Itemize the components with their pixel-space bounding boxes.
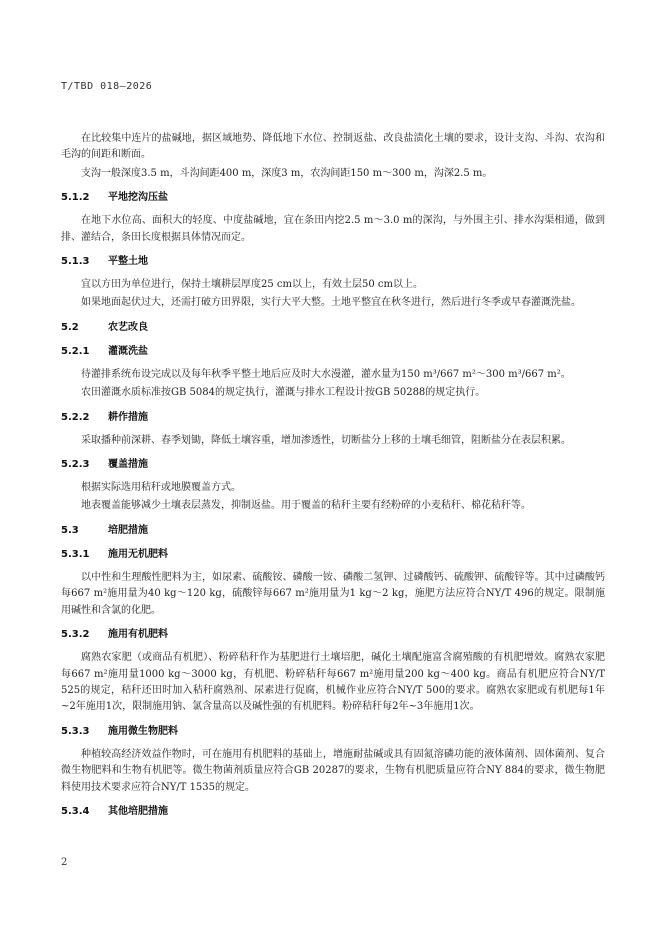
document-code-header: T/TBD 018—2026 <box>61 81 153 92</box>
body-paragraph: 如果地面起伏过大，还需打破方田界限，实行大平大整。土地平整宜在秋冬进行，然后进行冬季或早春灌溉洗盐。 <box>81 297 581 309</box>
section-number: 5.2 <box>61 321 79 333</box>
section-number: 5.2.3 <box>61 459 90 471</box>
body-paragraph: 待灌排系统布设完成以及每年秋季平整土地后应及时大水漫灌，灌水量为150 m³/667 m²～300 m³/667 m²。 <box>81 368 571 380</box>
section-number: 5.2.2 <box>61 411 90 423</box>
body-paragraph: 腐熟农家肥（或商品有机肥）、粉碎秸秆作为基肥进行土壤培肥，碱化土壤配施富含腐殖酸的有机肥增效。腐熟农家肥每667 m²施用量1000 kg～3000 kg，有机肥、粉碎秸秆每667 m²施用量200 kg～400 kg。商品有机肥应符合NY/T 525的规定，秸秆还田时加入秸秆腐熟剂、尿素进行促腐，机械作业应符合NY/T 500的要求。腐熟农家肥或有机肥每1年~2年施用1次，限制施用钠、氯含量高以及碱性强的有机肥料。粉碎秸秆每2年~3年施用1次。 <box>61 652 605 713</box>
section-number: 5.3.3 <box>61 725 90 737</box>
body-paragraph: 农田灌溉水质标准按GB 5084的规定执行，灌溉与排水工程设计按GB 50288的规定执行。 <box>81 387 486 399</box>
section-title: 施用无机肥料 <box>107 548 168 560</box>
body-paragraph: 在地下水位高、面积大的轻度、中度盐碱地，宜在条田内挖2.5 m～3.0 m的深沟，与外围主引、排水沟渠相通，做到排、灌结合，条田长度根据具体情况而定。 <box>61 215 605 243</box>
section-heading <box>61 627 605 643</box>
section-title: 平地挖沟压盐 <box>107 192 168 204</box>
section-heading <box>61 344 605 360</box>
body-paragraph: 根据实际选用秸秆或地膜覆盖方式。 <box>81 482 241 494</box>
section-number: 5.3.1 <box>61 548 90 560</box>
section-title: 其他培肥措施 <box>107 805 168 817</box>
section-title: 耕作措施 <box>107 411 148 423</box>
body-paragraph: 在比较集中连片的盐碱地，据区域地势、降低地下水位、控制返盐、改良盐渍化土壤的要求，设计支沟、斗沟、农沟和毛沟的间距和断面。 <box>61 133 605 161</box>
section-heading <box>61 523 605 539</box>
section-number: 5.1.3 <box>61 256 90 268</box>
section-heading <box>61 724 605 740</box>
body-paragraph: 种植较高经济效益作物时，可在施用有机肥料的基础上，增施耐盐碱或具有固氮溶磷功能的液体菌剂、固体菌剂、复合微生物肥料和生物有机肥等。微生物菌剂质量应符合GB 20287的要求，生物有机肥质量应符合NY 884的要求，微生物肥料使用技术要求应符合NY/T 1535的规定。 <box>61 748 605 793</box>
section-number: 5.3.4 <box>61 805 90 817</box>
body-paragraph: 以中性和生理酸性肥料为主，如尿素、硫酸铵、磷酸一铵、磷酸二氢钾、过磷酸钙、硫酸钾、硫酸锌等。其中过磷酸钙每667 m²施用量为40 kg～120 kg，硫酸锌每667 m²施用量为1 kg～2 kg，施肥方法应符合NY/T 496的规定。限制施用碱性和含氯的化肥。 <box>61 571 605 616</box>
section-heading <box>61 190 605 206</box>
section-title: 覆盖措施 <box>107 459 148 471</box>
body-paragraph: 宜以方田为单位进行，保持土壤耕层厚度25 cm以上，有效土层50 cm以上。 <box>81 279 423 291</box>
body-paragraph: 支沟一般深度3.5 m，斗沟间距400 m，深度3 m，农沟间距150 m～300 m，沟深2.5 m。 <box>81 167 493 179</box>
section-number: 5.2.1 <box>61 345 90 357</box>
document-body <box>61 131 605 827</box>
section-title: 施用有机肥料 <box>107 629 168 641</box>
body-paragraph: 采取播种前深耕、春季划锄，降低土壤容重，增加渗透性，切断盐分上移的土壤毛细管，阻断盐分在表层积累。 <box>81 434 571 446</box>
section-title: 施用微生物肥料 <box>107 725 178 737</box>
section-heading <box>61 410 605 426</box>
section-heading <box>61 457 605 473</box>
section-title: 农艺改良 <box>107 321 148 333</box>
section-number: 5.1.2 <box>61 192 90 204</box>
section-title: 培肥措施 <box>107 524 148 536</box>
section-title: 灌溉洗盐 <box>107 345 148 357</box>
body-paragraph: 地表覆盖能够减少土壤表层蒸发，抑制返盐。用于覆盖的秸秆主要有经粉碎的小麦秸秆、棉花秸秆等。 <box>81 500 531 512</box>
section-number: 5.3 <box>61 524 79 536</box>
section-heading <box>61 547 605 563</box>
section-heading <box>61 804 605 820</box>
section-heading <box>61 254 605 270</box>
section-heading <box>61 320 605 336</box>
section-title: 平整土地 <box>107 256 148 268</box>
page-number: 2 <box>61 857 68 868</box>
section-number: 5.3.2 <box>61 629 90 641</box>
